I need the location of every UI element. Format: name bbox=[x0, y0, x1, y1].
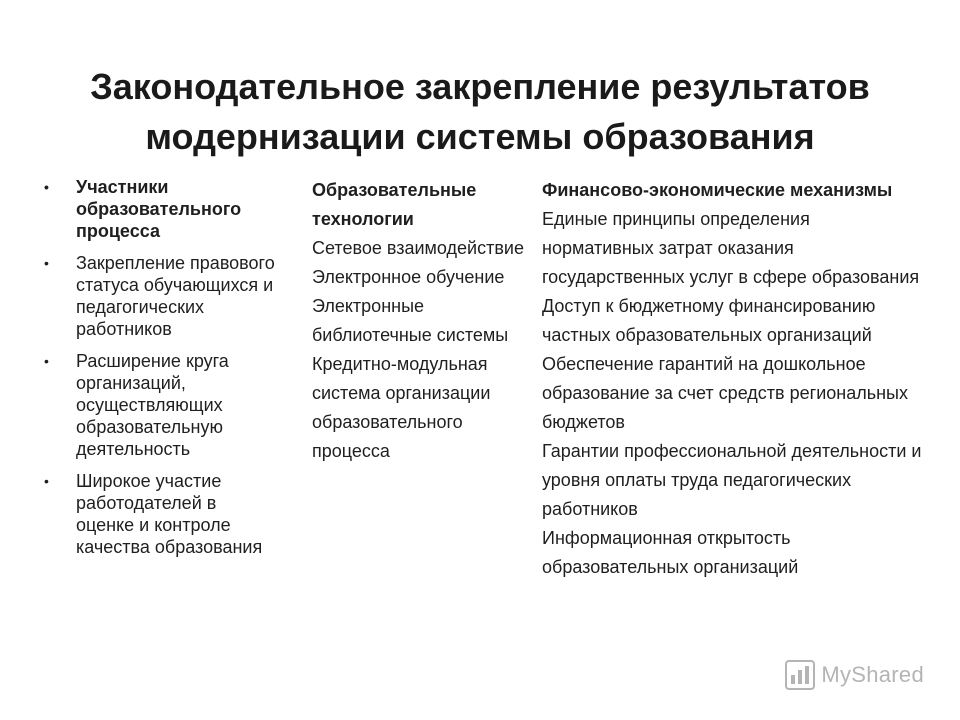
financial-item: Доступ к бюджетному финансированию частных образовательных организаций bbox=[542, 296, 876, 345]
list-item bbox=[38, 252, 278, 340]
bullet-icon: • bbox=[44, 179, 49, 195]
list-item bbox=[38, 350, 278, 460]
technology-item: Кредитно-модульная система организации образовательного процесса bbox=[312, 354, 491, 461]
financial-heading: Финансово-экономические механизмы bbox=[542, 180, 893, 200]
slide-title bbox=[40, 62, 920, 162]
list-item-text: Расширение круга организаций, осуществляющих образовательную деятельность bbox=[76, 351, 229, 459]
bullet-icon: • bbox=[44, 255, 49, 271]
financial-item: Обеспечение гарантий на дошкольное образование за счет средств региональных бюджетов bbox=[542, 354, 908, 432]
watermark bbox=[785, 660, 924, 690]
list-item-text: Участники образовательного процесса bbox=[76, 177, 242, 241]
slide-title-line-2: модернизации системы образования bbox=[145, 116, 815, 158]
financial-item: Единые принципы определения нормативных затрат оказания государственных услуг в сфере образования bbox=[542, 209, 920, 287]
list-item bbox=[38, 470, 278, 558]
slide-title-line-1: Законодательное закрепление результатов bbox=[90, 66, 870, 108]
financial-item: Гарантии профессиональной деятельности и уровня оплаты труда педагогических работников bbox=[542, 441, 922, 519]
list-item-text: Широкое участие работодателей в оценке и контроле качества образования bbox=[76, 471, 263, 557]
financial-column bbox=[542, 176, 922, 582]
list-item-text: Закрепление правового статуса обучающихся и педагогических работников bbox=[76, 253, 275, 339]
financial-item: Информационная открытость образовательных организаций bbox=[542, 528, 799, 577]
technologies-heading: Образовательные технологии bbox=[312, 180, 477, 229]
bullet-icon: • bbox=[44, 473, 49, 489]
technology-item: Электронные библиотечные системы bbox=[312, 296, 509, 345]
myshared-logo-icon bbox=[785, 660, 815, 690]
technology-item: Сетевое взаимодействие bbox=[312, 238, 524, 258]
bullet-icon: • bbox=[44, 353, 49, 369]
watermark-text: MyShared bbox=[821, 662, 924, 687]
list-item bbox=[38, 176, 278, 242]
technology-item: Электронное обучение bbox=[312, 267, 505, 287]
participants-list bbox=[38, 176, 278, 568]
technologies-column bbox=[312, 176, 534, 466]
